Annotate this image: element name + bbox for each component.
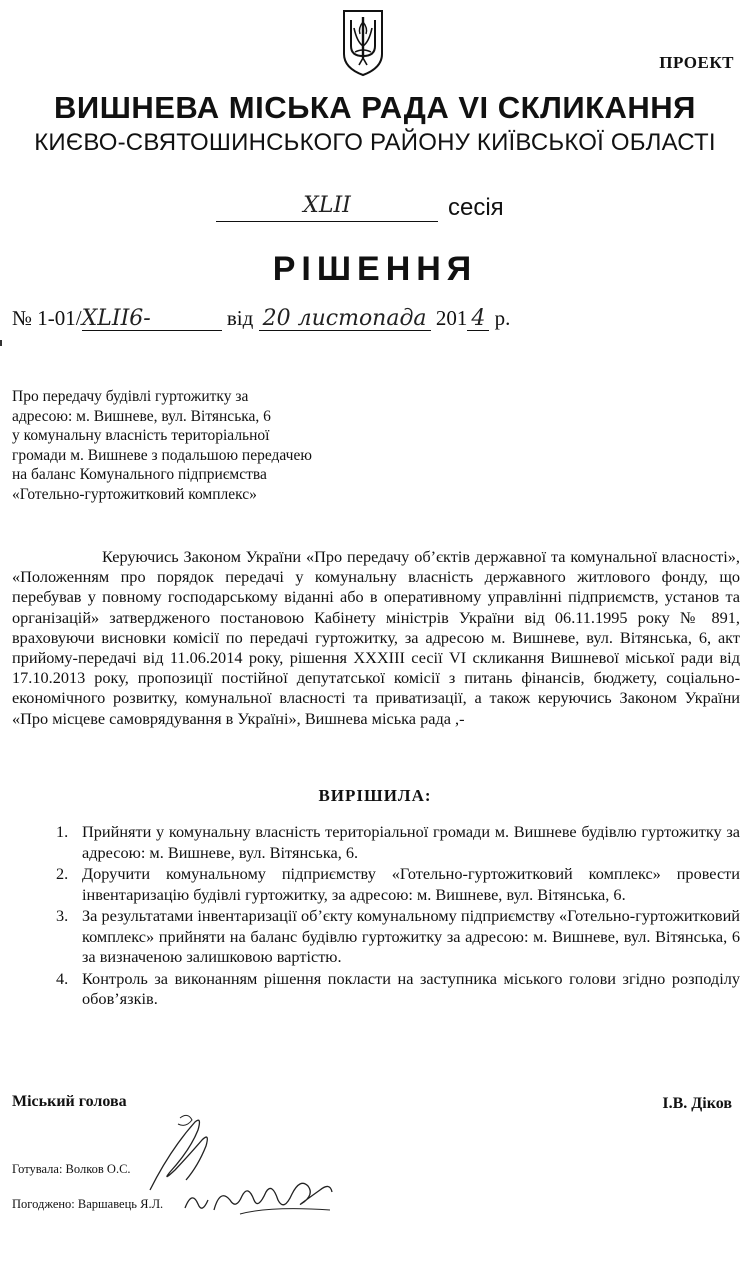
decision-subject: [12, 387, 382, 504]
year-suffix: р.: [494, 306, 511, 330]
decision-number: 4.: [56, 968, 69, 988]
decided-heading: ВИРІШИЛА:: [318, 786, 432, 805]
council-subtitle: КИЄВО-СВЯТОШИНСЬКОГО РАЙОНУ КИЇВСЬКОЇ ОБЛАСТІ: [34, 129, 716, 156]
preamble-paragraph: Керуючись Законом України «Про передачу об’єктів державної та комунальної власності», «Положенням про порядок передачі у комунальну власність державного житлового фонду, що перебував у повному господарському віданні або в оперативному управлінні підприємств, установ та організацій» затвердженого постановою Кабінету міністрів України від 06.11.1995 року № 891, враховуючи висновки комісії по передачі гуртожитку, за адресою м. Вишневе, вул. Вітянська, 6, акт прийому-передачі від 11.06.2014 року, рішення XXXIII сесії VI скликання Вишневої міської ради від 17.10.2013 року, пропозиції постійної депутатської комісії з питань фінансів, бюджету, соціально-економічного розвитку, комунальної власності та приватизації, а також керуючись Законом України «Про місцеве самоврядування в Україні», Вишнева міська рада ,-: [12, 547, 740, 728]
decision-item: [50, 906, 740, 968]
decision-item: [50, 864, 740, 905]
decision-text: Прийняти у комунальну власність територіальної громади м. Вишневе будівлю гуртожитку за адресою: м. Вишневе, вул. Вітянська, 6.: [82, 822, 740, 862]
decision-number: 3.: [56, 906, 69, 925]
date-handwritten: 20 листопада: [262, 306, 427, 331]
decision-number: 1.: [56, 822, 69, 841]
decisions-list: [50, 822, 740, 1011]
session-word: сесія: [448, 194, 504, 221]
prepared-by: Готувала: Волков О.С.: [12, 1162, 131, 1176]
coat-of-arms-icon: [341, 8, 385, 78]
mayor-title: Міський голова: [12, 1093, 127, 1110]
subject-line: адресою: м. Вишневе, вул. Вітянська, 6: [12, 407, 271, 425]
council-title: ВИШНЕВА МІСЬКА РАДА VI СКЛИКАННЯ: [54, 90, 696, 125]
agreed-by: Погоджено: Варшавець Я.Л.: [12, 1197, 164, 1211]
project-label: ПРОЕКТ: [659, 53, 734, 72]
signature-mark: [180, 1170, 340, 1220]
decision-item: [50, 822, 740, 863]
decision-text: Доручити комунальному підприємству «Готельно-гуртожитковий комплекс» провести інвентаризацію будівлі гуртожитку, за адресою: м. Вишневе, вул. Вітянська, 6.: [82, 864, 740, 904]
number-prefix: № 1-01/: [12, 306, 82, 330]
scan-edge-mark: [0, 340, 2, 346]
session-number: XLII: [303, 193, 351, 218]
mayor-name: І.В. Діков: [662, 1095, 732, 1112]
decision-number-line: [12, 306, 510, 331]
date-field: [259, 306, 431, 331]
year-digit: 4: [471, 306, 486, 331]
subject-line: на баланс Комунального підприємства: [12, 466, 267, 483]
session-line: [216, 191, 504, 229]
number-field: [82, 306, 222, 331]
decision-number: 2.: [56, 864, 69, 883]
subject-line: Про передачу будівлі гуртожитку за: [12, 388, 249, 405]
decision-text: Контроль за виконанням рішення покласти на заступника міського голови згідно розподілу обов’язків.: [82, 968, 740, 1008]
document-type-title: РІШЕННЯ: [272, 250, 478, 288]
subject-line: «Готельно-гуртожитковий комплекс»: [12, 485, 257, 503]
decision-item: [50, 969, 740, 1010]
year-prefix: 201: [435, 306, 468, 330]
decision-text: За результатами інвентаризації об’єкту комунальному підприємству «Готельно-гуртожитковий комплекс» прийняти на баланс будівлю гуртожитку за адресою: м. Вишневе, вул. Вітянська, 6 за визначеною залишковою вартістю.: [82, 906, 740, 966]
year-field: [467, 306, 489, 331]
date-from-label: від: [226, 306, 254, 330]
number-handwritten: XLII6-: [81, 306, 151, 331]
subject-line: громади м. Вишневе з подальшою передачею: [12, 446, 312, 464]
session-number-field: [216, 191, 438, 222]
subject-line: у комунальну власність територіальної: [12, 427, 270, 444]
